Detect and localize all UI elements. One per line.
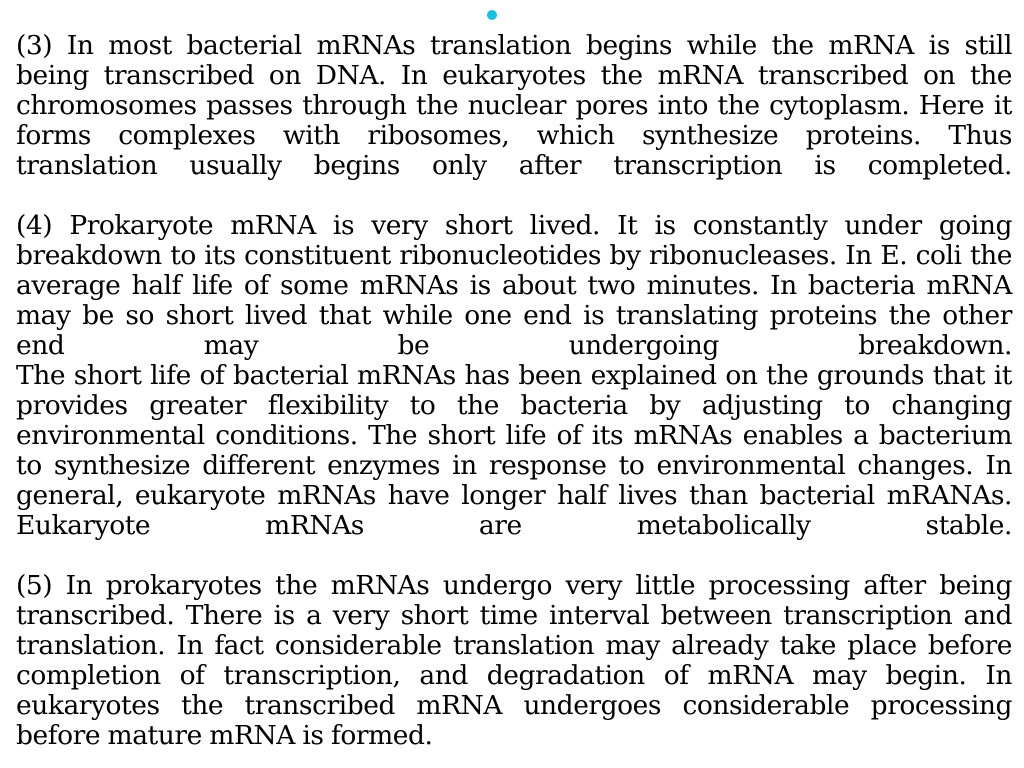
slide-body-text xyxy=(16,31,1012,751)
paragraph-5: (5) In prokaryotes the mRNAs undergo very little processing after being transcribed. There is a very short time interval between transcription and translation. In fact considerable translation may already take place before completion of transcription, and degradation of mRNA may begin. In eukaryotes the transcribed mRNA undergoes considerable processing before mature mRNA is formed. xyxy=(16,570,1012,751)
bullet-dot xyxy=(487,10,497,20)
paragraph-4: (4) Prokaryote mRNA is very short lived. It is constantly under going breakdown to its constituent ribonucleotides by ribonucleases. In E. coli the average half life of some mRNAs is about two minutes. In bacteria mRNA may be so short lived that while one end is translating proteins the other end may be undergoing breakdown. xyxy=(16,210,1012,361)
paragraph-4-continued: The short life of bacterial mRNAs has been explained on the grounds that it provides greater flexibility to the bacteria by adjusting to changing environmental conditions. The short life of its mRNAs enables a bacterium to synthesize different enzymes in response to environmental changes. In general, eukaryote mRNAs have longer half lives than bacterial mRANAs. Eukaryote mRNAs are metabolically stable. xyxy=(16,360,1012,541)
paragraph-3: (3) In most bacterial mRNAs translation begins while the mRNA is still being transcribed on DNA. In eukaryotes the mRNA transcribed on the chromosomes passes through the nuclear pores into the cytoplasm. Here it forms complexes with ribosomes, which synthesize proteins. Thus translation usually begins only after transcription is completed. xyxy=(16,30,1012,181)
paragraph-gap xyxy=(16,541,1012,571)
paragraph-gap xyxy=(16,181,1012,211)
